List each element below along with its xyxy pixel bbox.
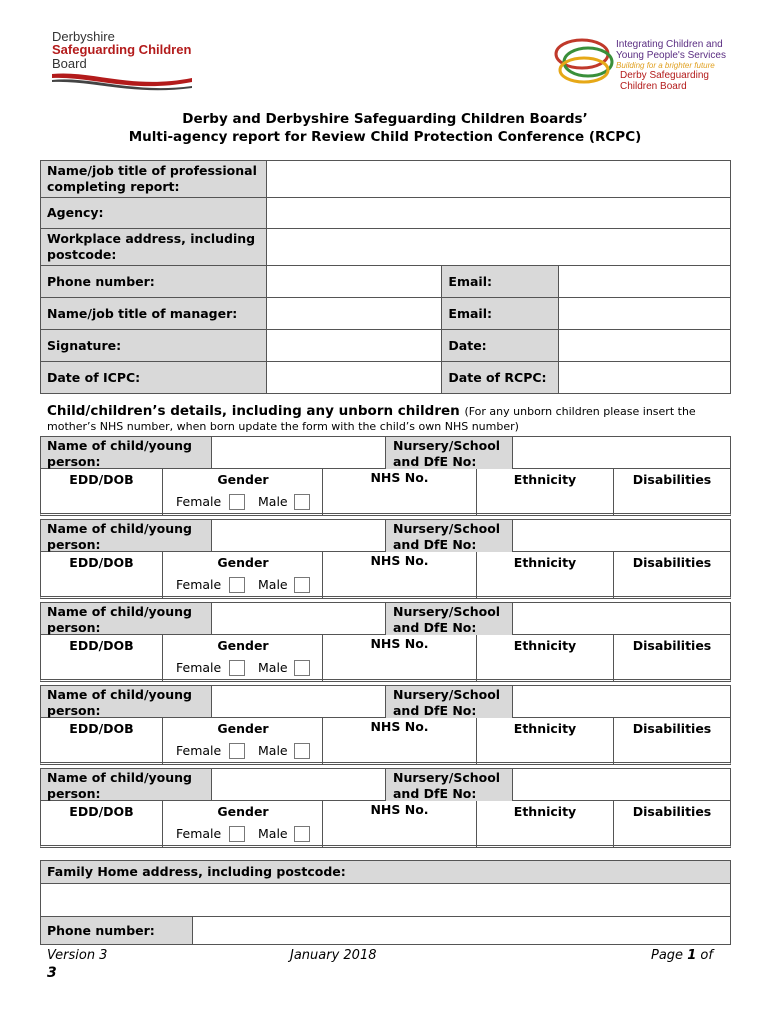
family-home-table — [40, 860, 731, 945]
female-label: Female — [176, 577, 222, 592]
female-checkbox[interactable] — [229, 577, 245, 593]
ethnicity-label: Ethnicity — [477, 635, 614, 681]
manager-email-label: Email: — [442, 298, 559, 330]
manager-field[interactable] — [266, 298, 442, 330]
date-field[interactable] — [559, 330, 731, 362]
nhs-label: NHS No. — [323, 635, 477, 681]
document-title-line1: Derby and Derbyshire Safeguarding Children Boards’ — [182, 111, 588, 127]
gender-cell — [163, 552, 323, 598]
nursery-field[interactable] — [513, 437, 730, 469]
logo-right-tagline: Building for a brighter future — [616, 61, 715, 70]
nursery-label: Nursery/School and DfE No: — [385, 520, 513, 552]
child-name-label: Name of child/young person: — [41, 769, 212, 801]
date-icpc-field[interactable] — [266, 362, 442, 394]
female-label: Female — [176, 826, 222, 841]
edd-dob-label: EDD/DOB — [41, 552, 163, 598]
nursery-label: Nursery/School and DfE No: — [385, 603, 513, 635]
date-icpc-label: Date of ICPC: — [41, 362, 267, 394]
derbyshire-logo — [52, 30, 192, 92]
children-section-heading — [47, 403, 737, 420]
child-block — [40, 768, 731, 848]
gender-label: Gender — [217, 721, 269, 736]
disabilities-label: Disabilities — [632, 555, 712, 570]
logo-right-line1: Integrating Children and — [616, 39, 723, 50]
logo-right-line2: Young People's Services — [616, 50, 726, 61]
male-checkbox[interactable] — [294, 660, 310, 676]
child-name-field[interactable] — [212, 686, 385, 718]
male-checkbox[interactable] — [294, 826, 310, 842]
nursery-label: Nursery/School and DfE No: — [385, 437, 513, 469]
child-name-field[interactable] — [212, 603, 385, 635]
disabilities-label: Disabilities — [632, 638, 712, 653]
phone-label: Phone number: — [41, 266, 267, 298]
nhs-label: NHS No. — [323, 469, 477, 515]
nursery-field[interactable] — [513, 520, 730, 552]
nursery-label: Nursery/School and DfE No: — [385, 686, 513, 718]
date-rcpc-field[interactable] — [559, 362, 731, 394]
male-label: Male — [258, 494, 288, 509]
edd-dob-label: EDD/DOB — [41, 469, 163, 515]
edd-dob-label: EDD/DOB — [41, 635, 163, 681]
gender-label: Gender — [217, 638, 269, 653]
child-block — [40, 519, 731, 599]
male-checkbox[interactable] — [294, 577, 310, 593]
derby-logo — [552, 32, 742, 94]
footer-version: Version 3 — [47, 948, 108, 963]
home-address-field[interactable] — [41, 884, 731, 917]
male-checkbox[interactable] — [294, 494, 310, 510]
child-block — [40, 436, 731, 516]
nhs-label: NHS No. — [323, 718, 477, 764]
workplace-address-label: Workplace address, including postcode: — [41, 229, 267, 266]
signature-label: Signature: — [41, 330, 267, 362]
email-field[interactable] — [559, 266, 731, 298]
child-block — [40, 685, 731, 765]
ethnicity-label: Ethnicity — [477, 718, 614, 764]
name-job-title-label: Name/job title of professional completing report: — [41, 161, 267, 198]
gender-cell — [163, 801, 323, 847]
logo-line3: Board — [52, 56, 87, 71]
date-label: Date: — [442, 330, 559, 362]
date-rcpc-label: Date of RCPC: — [442, 362, 559, 394]
children-note-part1: (For any unborn children please insert the — [464, 405, 696, 418]
female-label: Female — [176, 660, 222, 675]
agency-label: Agency: — [41, 198, 267, 229]
ethnicity-label: Ethnicity — [477, 801, 614, 847]
footer-page-of: of — [700, 948, 713, 963]
female-label: Female — [176, 743, 222, 758]
child-block — [40, 602, 731, 682]
ethnicity-label: Ethnicity — [477, 552, 614, 598]
logo-line1: Derbyshire — [52, 29, 115, 44]
child-name-label: Name of child/young person: — [41, 686, 212, 718]
logo-right-line5: Children Board — [620, 81, 687, 92]
nursery-field[interactable] — [513, 603, 730, 635]
edd-dob-label: EDD/DOB — [41, 801, 163, 847]
gender-cell — [163, 469, 323, 515]
logo-swoosh-icon — [52, 68, 192, 92]
female-checkbox[interactable] — [229, 494, 245, 510]
gender-label: Gender — [217, 555, 269, 570]
workplace-address-field[interactable] — [266, 229, 730, 266]
children-heading-text: Child/children’s details, including any unborn children — [47, 403, 460, 419]
nursery-field[interactable] — [513, 769, 730, 801]
gender-label: Gender — [217, 804, 269, 819]
agency-field[interactable] — [266, 198, 730, 229]
nursery-field[interactable] — [513, 686, 730, 718]
female-checkbox[interactable] — [229, 660, 245, 676]
home-phone-label: Phone number: — [41, 917, 193, 945]
footer-page-prefix: Page — [651, 948, 684, 963]
disabilities-label: Disabilities — [632, 472, 712, 487]
child-name-field[interactable] — [212, 437, 385, 469]
ethnicity-label: Ethnicity — [477, 469, 614, 515]
footer-page-total: 3 — [47, 965, 57, 981]
male-label: Male — [258, 743, 288, 758]
child-name-field[interactable] — [212, 520, 385, 552]
child-name-label: Name of child/young person: — [41, 603, 212, 635]
signature-field[interactable] — [266, 330, 442, 362]
male-checkbox[interactable] — [294, 743, 310, 759]
gender-label: Gender — [217, 472, 269, 487]
child-name-field[interactable] — [212, 769, 385, 801]
manager-email-field[interactable] — [559, 298, 731, 330]
edd-dob-label: EDD/DOB — [41, 718, 163, 764]
nhs-label: NHS No. — [323, 552, 477, 598]
manager-label: Name/job title of manager: — [41, 298, 267, 330]
professional-details-table — [40, 160, 731, 394]
disabilities-label: Disabilities — [632, 804, 712, 819]
logo-right-line4: Derby Safeguarding — [620, 70, 709, 81]
logo-line2: Safeguarding Children — [52, 42, 192, 57]
child-name-label: Name of child/young person: — [41, 520, 212, 552]
gender-cell — [163, 635, 323, 681]
home-phone-field[interactable] — [192, 917, 730, 945]
footer-date: January 2018 — [290, 948, 377, 963]
home-address-label: Family Home address, including postcode: — [41, 861, 731, 884]
male-label: Male — [258, 826, 288, 841]
children-note-part2: mother’s NHS number, when born update the form with the child’s own NHS number) — [47, 420, 519, 433]
female-checkbox[interactable] — [229, 743, 245, 759]
phone-field[interactable] — [266, 266, 442, 298]
rings-logo-icon — [552, 32, 618, 88]
male-label: Male — [258, 577, 288, 592]
nhs-label: NHS No. — [323, 801, 477, 847]
name-job-title-field[interactable] — [266, 161, 730, 198]
male-label: Male — [258, 660, 288, 675]
email-label: Email: — [442, 266, 559, 298]
female-label: Female — [176, 494, 222, 509]
footer-page — [651, 948, 713, 963]
footer-page-number: 1 — [687, 948, 697, 963]
gender-cell — [163, 718, 323, 764]
disabilities-label: Disabilities — [632, 721, 712, 736]
nursery-label: Nursery/School and DfE No: — [385, 769, 513, 801]
female-checkbox[interactable] — [229, 826, 245, 842]
document-title-line2: Multi-agency report for Review Child Protection Conference (RCPC) — [128, 129, 642, 145]
child-name-label: Name of child/young person: — [41, 437, 212, 469]
